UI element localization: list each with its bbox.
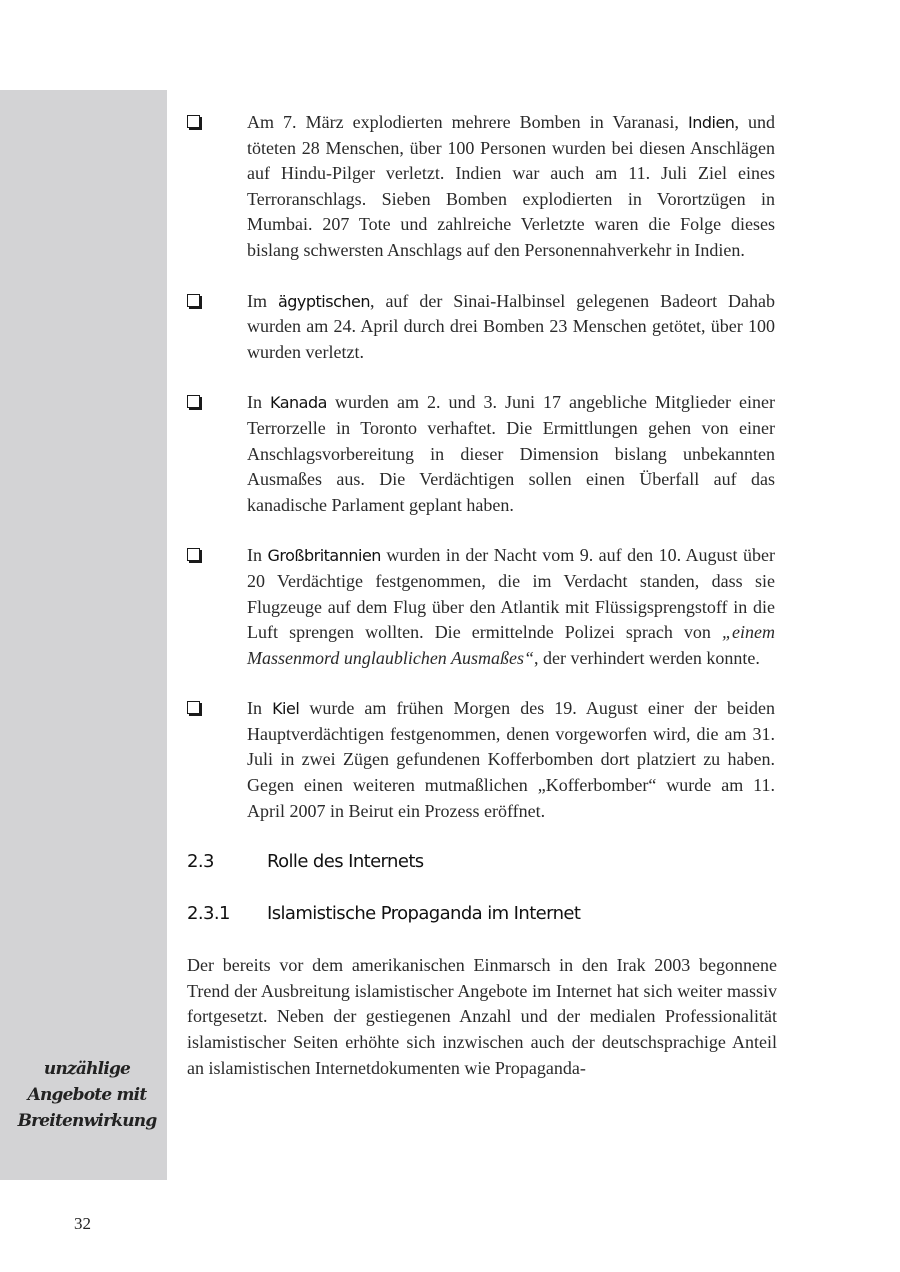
bullet-item-kiel (187, 696, 777, 824)
margin-note-line-3: Breitenwirkung (17, 1111, 157, 1131)
bullet-text-part: Im (247, 290, 278, 311)
section-heading-2-3-1 (187, 901, 777, 927)
section-number: 2.3.1 (187, 903, 230, 925)
bullet-item-india (187, 110, 777, 264)
bullet-text-part: , auf der Sinai-Halbinsel gelegenen Badeort Dahab wurden am 24. April durch drei Bomben 23 Menschen getötet, über 100 wurden verletzt. (247, 290, 775, 362)
bullet-text (247, 289, 775, 366)
bullet-text (247, 696, 775, 824)
margin-note-line-2: Angebote mit (27, 1085, 147, 1105)
body-paragraph: Der bereits vor dem amerikanischen Einmarsch in den Irak 2003 begonnene Trend der Ausbreitung islamistischer Angebote im Internet hat sich weiter massiv fortgesetzt. Neben der gestiegenen Anzahl und der medialen Professionalität islamistischer Seiten erhöhte sich inzwischen auch der deutschsprachige Anteil an islamistischen Internetdokumenten wie Propaganda- (187, 955, 777, 1078)
checkbox-bullet-icon (187, 395, 200, 408)
bullet-text (247, 543, 775, 671)
page-number: 32 (74, 1214, 91, 1233)
bullet-item-canada (187, 390, 777, 518)
bullet-text-part: In (247, 392, 271, 413)
section-title: Rolle des Internets (267, 851, 424, 873)
bullet-text-part: wurden in der Nacht vom 9. auf den 10. August über 20 Verdächtige festgenommen, die im Verdacht standen, dass sie Flugzeuge auf dem Flug über den Atlantik mit Flüssigsprengstoff in die Luft sprengen wollten. Die ermittelnde Polizei sprach von (247, 545, 775, 643)
section-number: 2.3 (187, 851, 214, 873)
bullet-item-great-britain (187, 543, 777, 671)
section-title: Islamistische Propaganda im Internet (267, 903, 581, 925)
bullet-text-part: , und töteten 28 Menschen, über 100 Personen wurden bei diesen Anschlägen auf Hindu-Pilger verletzt. Indien war auch am 11. Juli Ziel eines Terroranschlags. Sieben Bomben explodierten in Vorortzügen in Mumbai. 207 Tote und zahlreiche Verletzte waren die Folge dieses bislang schwersten Anschlags auf den Personennahverkehr in Indien. (247, 112, 776, 260)
country-name: Indien (688, 113, 735, 132)
quote-text: „einem Massenmord unglaublichen Ausmaßes“ (247, 622, 775, 668)
bullet-text-part: In (247, 698, 273, 719)
checkbox-bullet-icon (187, 701, 200, 714)
main-content (187, 110, 777, 1081)
bullet-text (247, 390, 775, 518)
bullet-item-egypt (187, 289, 777, 366)
margin-note (0, 1056, 174, 1134)
checkbox-bullet-icon (187, 115, 200, 128)
bullet-text-part: wurden am 2. und 3. Juni 17 angebliche Mitglieder einer Terrorzelle in Toronto verhaftet. Die Ermittlungen gehen von einer Anschlagsvorbereitung in dieser Dimension bislang unbekannten Ausmaßes aus. Die Verdächtigen sollen einen Überfall auf das kanadische Parlament geplant haben. (247, 392, 775, 515)
country-name: ägyptischen (277, 291, 370, 311)
bullet-text (247, 110, 775, 264)
bullet-text-part: Am 7. März explodierten mehrere Bomben in Varanasi, (247, 112, 688, 132)
margin-note-line-1: unzählige (43, 1059, 131, 1079)
country-name: Kiel (272, 699, 300, 719)
margin-sidebar (0, 90, 167, 1180)
checkbox-bullet-icon (187, 548, 200, 561)
checkbox-bullet-icon (187, 294, 200, 307)
country-name: Kanada (270, 393, 327, 413)
section-heading-2-3 (187, 849, 777, 875)
bullet-text-part: , der verhindert werden konnte. (534, 647, 760, 668)
bullet-text-part: wurde am frühen Morgen des 19. August einer der beiden Hauptverdächtigen festgenommen, denen vorgeworfen wird, die am 31. Juli in zwei Zügen gefundenen Kofferbomben dort platziert zu haben. Gegen einen weiteren mutmaßlichen „Kofferbomber“ wurde am 11. April 2007 in Beirut ein Prozess eröffnet. (247, 698, 775, 821)
bullet-text-part: In (247, 545, 268, 566)
country-name: Großbritannien (267, 546, 381, 566)
